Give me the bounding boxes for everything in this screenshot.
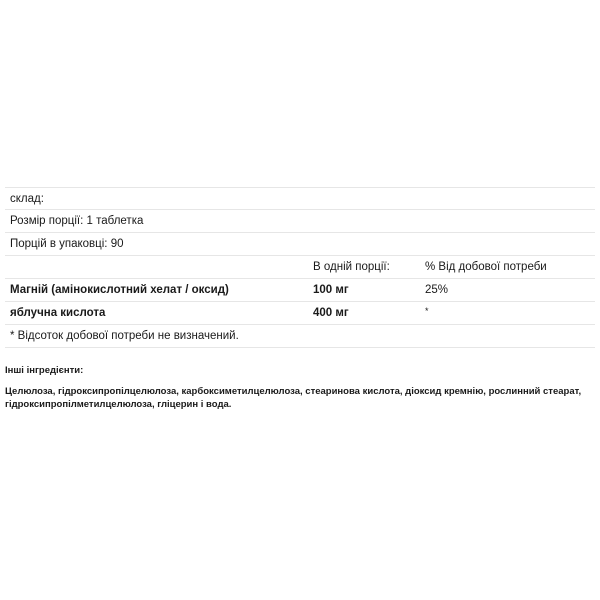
ingredient-amount: 100 мг	[313, 284, 349, 296]
ingredient-name: Магній (амінокислотний хелат / оксид)	[10, 284, 229, 296]
composition-label: склад:	[10, 193, 44, 205]
ingredient-daily-value: 25%	[425, 284, 449, 296]
daily-value-header: % Від добової потреби	[425, 261, 547, 273]
ingredient-row-malic-acid	[5, 302, 595, 325]
per-serving-header: В одній порції:	[313, 261, 390, 273]
other-ingredients-text: Целюлоза, гідроксипропілцелюлоза, карбоксиметилцелюлоза, стеаринова кислота, діоксид кремнію, рослинний стеарат, гідроксипропілметилцелюлоза, гліцерин і вода.	[5, 386, 582, 410]
serving-size-row	[5, 210, 595, 233]
supplement-facts-table	[5, 187, 595, 348]
ingredient-row-magnesium	[5, 279, 595, 302]
footnote-row	[5, 325, 595, 348]
composition-row	[5, 187, 595, 210]
ingredient-daily-value: *	[425, 306, 429, 316]
serving-size: Розмір порції: 1 таблетка	[10, 215, 144, 227]
ingredient-name: яблучна кислота	[10, 307, 106, 319]
other-ingredients-title: Інші інгредієнти:	[5, 365, 84, 376]
ingredient-amount: 400 мг	[313, 307, 349, 319]
daily-value-footnote: * Відсоток добової потреби не визначений.	[10, 330, 239, 342]
servings-per-container: Порцій в упаковці: 90	[10, 238, 124, 250]
servings-per-container-row	[5, 233, 595, 256]
table-header-row	[5, 256, 595, 279]
